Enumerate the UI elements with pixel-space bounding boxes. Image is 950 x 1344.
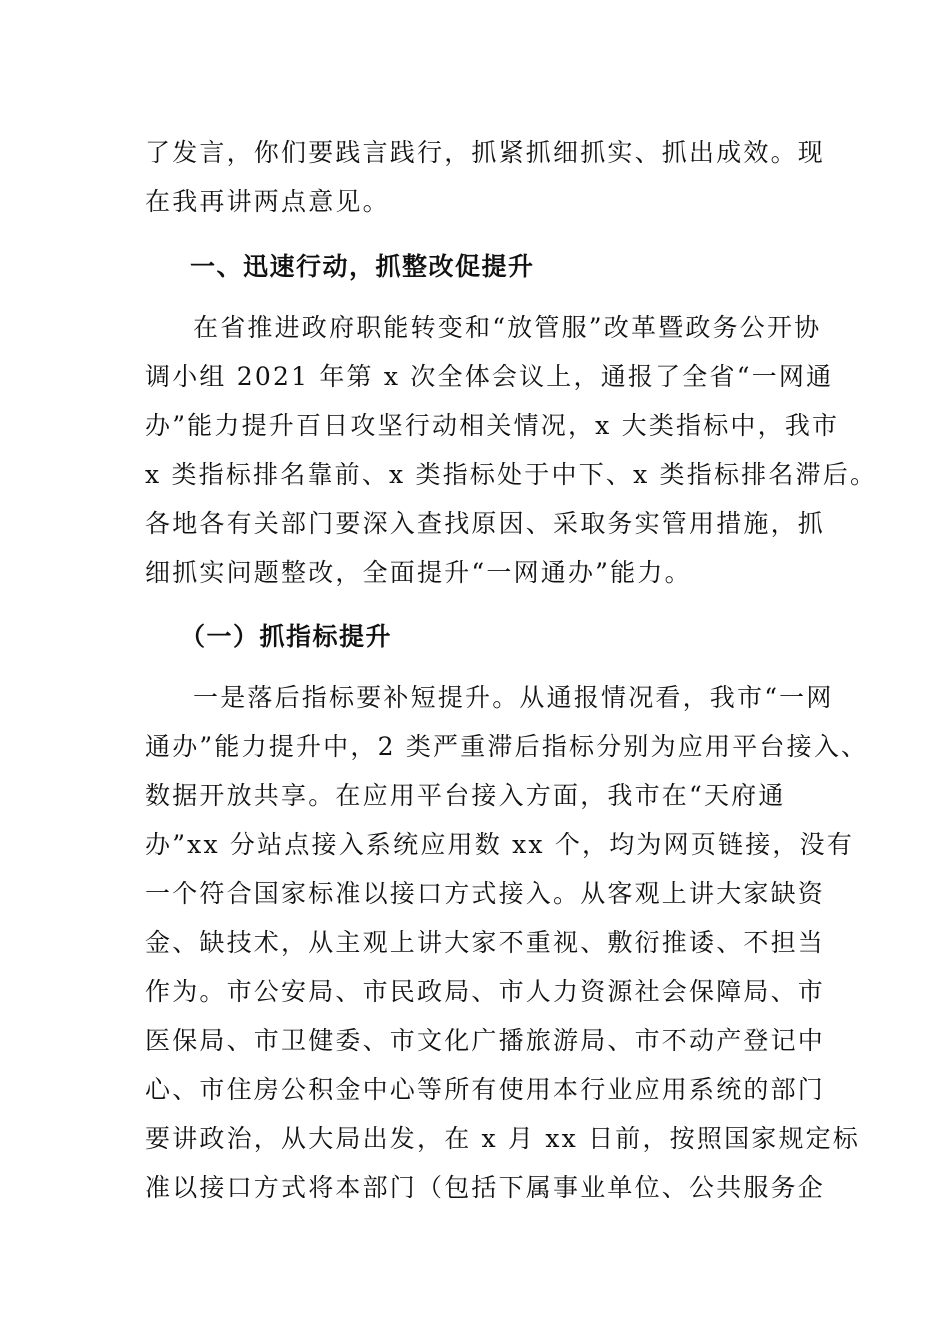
section-heading: 一、迅速行动，抓整改促提升 [190, 252, 535, 281]
paragraph-line: 各地各有关部门要深入查找原因、采取务实管用措施，抓 [145, 509, 826, 538]
paragraph-line: 心、市住房公积金中心等所有使用本行业应用系统的部门 [145, 1075, 826, 1104]
paragraph-line: 细抓实问题整改，全面提升“一网通办”能力。 [145, 558, 692, 587]
paragraph-line: 要讲政治，从大局出发，在 x 月 xx 日前，按照国家规定标 [145, 1124, 861, 1153]
paragraph-line: 调小组 2021 年第 x 次全体会议上，通报了全省“一网通 [145, 362, 834, 391]
paragraph-line: 办”能力提升百日攻坚行动相关情况，x 大类指标中，我市 [145, 411, 840, 440]
paragraph-line: 了发言，你们要践言践行，抓紧抓细抓实、抓出成效。现 [145, 138, 826, 167]
paragraph-line: 一个符合国家标准以接口方式接入。从客观上讲大家缺资 [145, 879, 826, 908]
paragraph-line: 办”xx 分站点接入系统应用数 xx 个，均为网页链接，没有 [145, 830, 855, 859]
paragraph-line: 医保局、市卫健委、市文化广播旅游局、市不动产登记中 [145, 1026, 826, 1055]
paragraph-line: 准以接口方式将本部门（包括下属事业单位、公共服务企 [145, 1173, 826, 1202]
paragraph-line: 金、缺技术，从主观上讲大家不重视、敷衍推诿、不担当 [145, 928, 826, 957]
paragraph-line: 通办”能力提升中，2 类严重滞后指标分别为应用平台接入、 [145, 732, 869, 761]
paragraph-line: x 类指标排名靠前、x 类指标处于中下、x 类指标排名滞后。 [145, 460, 878, 489]
paragraph-line: 作为。市公安局、市民政局、市人力资源社会保障局、市 [145, 977, 826, 1006]
subsection-heading: （一）抓指标提升 [180, 622, 393, 651]
paragraph-line: 一是落后指标要补短提升。从通报情况看，我市“一网 [193, 683, 834, 712]
paragraph-line: 在省推进政府职能转变和“放管服”改革暨政务公开协 [193, 313, 822, 342]
paragraph-line: 数据开放共享。在应用平台接入方面，我市在“天府通 [145, 781, 786, 810]
paragraph-line: 在我再讲两点意见。 [145, 187, 390, 216]
